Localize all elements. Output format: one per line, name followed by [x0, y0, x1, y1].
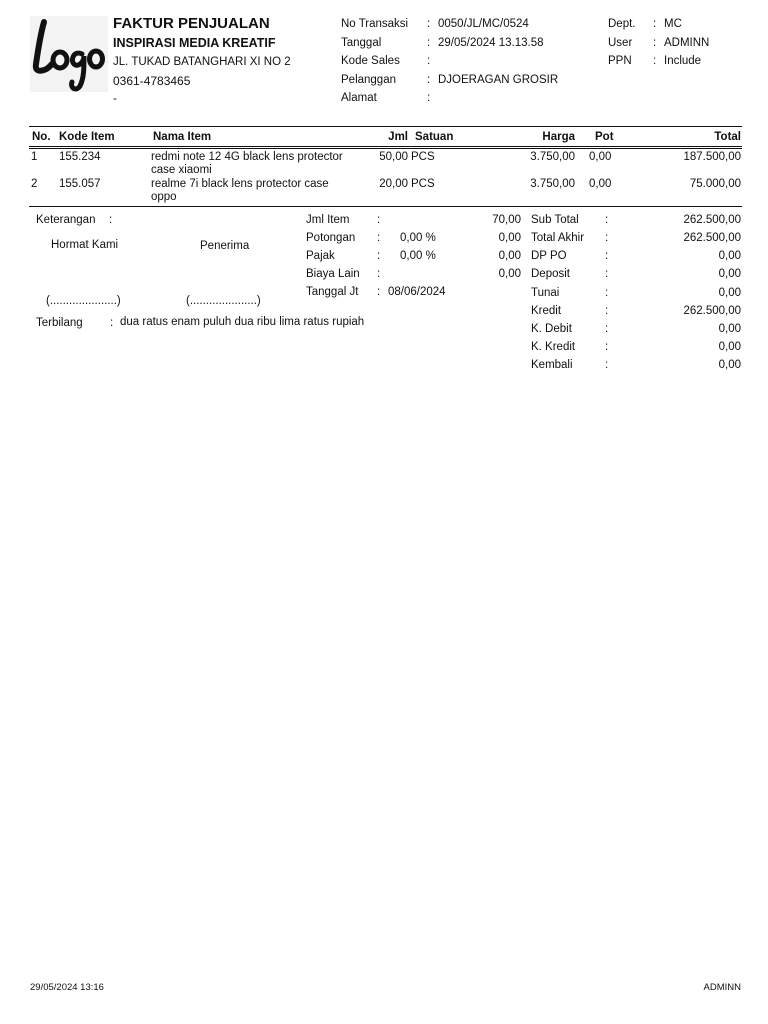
terbilang-label: Terbilang	[36, 317, 83, 329]
row-nama-item: redmi note 12 4G black lens protector	[151, 151, 343, 163]
row-nama-item-cont: case xiaomi	[151, 164, 212, 176]
colon: :	[653, 37, 657, 49]
row-nama-item: realme 7i black lens protector case	[151, 178, 329, 190]
colon: :	[427, 55, 431, 67]
biaya-lain-label: Biaya Lain	[306, 268, 360, 280]
row-kode-item: 155.057	[59, 178, 101, 190]
summary-label-sub-total: Sub Total	[531, 214, 579, 226]
header-rule-2	[29, 148, 742, 149]
tanggal-jt-value: 08/06/2024	[388, 286, 446, 298]
header-harga: Harga	[542, 131, 575, 143]
row-pot: 0,00	[589, 151, 612, 163]
summary-value-sub-total: 262.500,00	[683, 214, 741, 226]
no-transaksi-label: No Transaksi	[341, 18, 409, 30]
colon: :	[605, 305, 609, 317]
pajak-label: Pajak	[306, 250, 335, 262]
signature-line-sender: (.....................)	[46, 295, 121, 307]
summary-value-deposit: 0,00	[718, 268, 741, 280]
summary-label-k-debit: K. Debit	[531, 323, 572, 335]
row-kode-item: 155.234	[59, 151, 101, 163]
colon: :	[653, 55, 657, 67]
penerima-label: Penerima	[200, 240, 250, 252]
colon: :	[427, 74, 431, 86]
pelanggan-label: Pelanggan	[341, 74, 396, 86]
header-nama-item: Nama Item	[153, 131, 212, 143]
summary-value-dp-po: 0,00	[718, 250, 741, 262]
tanggal-label: Tanggal	[341, 37, 382, 49]
row-no: 2	[31, 178, 38, 190]
kode-sales-label: Kode Sales	[341, 55, 400, 67]
pelanggan-value: DJOERAGAN GROSIR	[438, 74, 559, 86]
row-harga: 3.750,00	[530, 178, 575, 190]
ppn-value: Include	[664, 55, 702, 67]
header-jml: Jml	[388, 131, 408, 143]
colon: :	[605, 232, 609, 244]
header-rule-1	[29, 146, 742, 147]
colon: :	[377, 268, 381, 280]
potongan-label: Potongan	[306, 232, 356, 244]
pajak-value: 0,00	[498, 250, 521, 262]
colon: :	[427, 18, 431, 30]
keterangan-label: Keterangan	[36, 214, 96, 226]
summary-label-dp-po: DP PO	[531, 250, 567, 262]
company-name: INSPIRASI MEDIA KREATIF	[113, 36, 276, 50]
ppn-label: PPN	[608, 55, 632, 67]
biaya-lain-value: 0,00	[498, 268, 521, 280]
colon: :	[605, 250, 609, 262]
summary-value-kembali: 0,00	[718, 359, 741, 371]
company-extra: -	[113, 93, 117, 105]
summary-label-kredit: Kredit	[531, 305, 562, 317]
colon: :	[605, 359, 609, 371]
company-address: JL. TUKAD BATANGHARI XI NO 2	[113, 56, 291, 68]
company-phone: 0361-4783465	[113, 74, 191, 88]
tanggal-value: 29/05/2024 13.13.58	[438, 37, 544, 49]
signature-line-receiver: (.....................)	[186, 295, 261, 307]
colon: :	[653, 18, 657, 30]
colon: :	[109, 214, 113, 226]
colon: :	[605, 323, 609, 335]
potongan-pct: 0,00 %	[400, 232, 436, 244]
no-transaksi-value: 0050/JL/MC/0524	[438, 18, 529, 30]
jml-item-value: 70,00	[492, 214, 521, 226]
row-pot: 0,00	[589, 178, 612, 190]
row-jml: 50,00	[379, 151, 408, 163]
header-total: Total	[714, 131, 741, 143]
tanggal-jt-label: Tanggal Jt	[306, 286, 359, 298]
colon: :	[605, 214, 609, 226]
summary-label-total-akhir: Total Akhir	[531, 232, 585, 244]
user-value: ADMINN	[664, 37, 710, 49]
jml-item-label: Jml Item	[306, 214, 350, 226]
colon: :	[605, 341, 609, 353]
table-top-rule	[29, 126, 742, 127]
printed-at: 29/05/2024 13:16	[30, 982, 104, 993]
summary-value-kredit: 262.500,00	[683, 305, 741, 317]
row-nama-item-cont: oppo	[151, 191, 177, 203]
colon: :	[605, 268, 609, 280]
row-satuan: PCS	[411, 151, 435, 163]
colon: :	[427, 37, 431, 49]
user-label: User	[608, 37, 633, 49]
summary-label-kembali: Kembali	[531, 359, 573, 371]
alamat-label: Alamat	[341, 92, 377, 104]
summary-label-k-kredit: K. Kredit	[531, 341, 576, 353]
row-satuan: PCS	[411, 178, 435, 190]
pajak-pct: 0,00 %	[400, 250, 436, 262]
colon: :	[605, 287, 609, 299]
terbilang-value: dua ratus enam puluh dua ribu lima ratus rupiah	[120, 316, 365, 328]
row-no: 1	[31, 151, 38, 163]
printed-by: ADMINN	[703, 982, 741, 993]
row-total: 187.500,00	[683, 151, 741, 163]
row-jml: 20,00	[379, 178, 408, 190]
colon: :	[377, 214, 381, 226]
summary-value-tunai: 0,00	[718, 287, 741, 299]
colon: :	[110, 317, 114, 329]
header-kode-item: Kode Item	[59, 131, 115, 143]
summary-label-deposit: Deposit	[531, 268, 570, 280]
header-no: No.	[32, 131, 51, 143]
header-satuan: Satuan	[415, 131, 454, 143]
colon: :	[377, 232, 381, 244]
row-total: 75.000,00	[689, 178, 741, 190]
row-harga: 3.750,00	[530, 151, 575, 163]
header-pot: Pot	[595, 131, 614, 143]
logo-script-icon	[30, 16, 108, 92]
colon: :	[377, 286, 381, 298]
potongan-value: 0,00	[498, 232, 521, 244]
colon: :	[377, 250, 381, 262]
summary-value-k-kredit: 0,00	[718, 341, 741, 353]
summary-label-tunai: Tunai	[531, 287, 560, 299]
summary-value-total-akhir: 262.500,00	[683, 232, 741, 244]
hormat-kami-label: Hormat Kami	[51, 239, 119, 251]
colon: :	[427, 92, 431, 104]
dept-label: Dept.	[608, 18, 636, 30]
document-title: FAKTUR PENJUALAN	[113, 15, 270, 32]
table-bottom-rule	[29, 206, 742, 207]
dept-value: MC	[664, 18, 682, 30]
summary-value-k-debit: 0,00	[718, 323, 741, 335]
company-logo	[30, 16, 108, 92]
